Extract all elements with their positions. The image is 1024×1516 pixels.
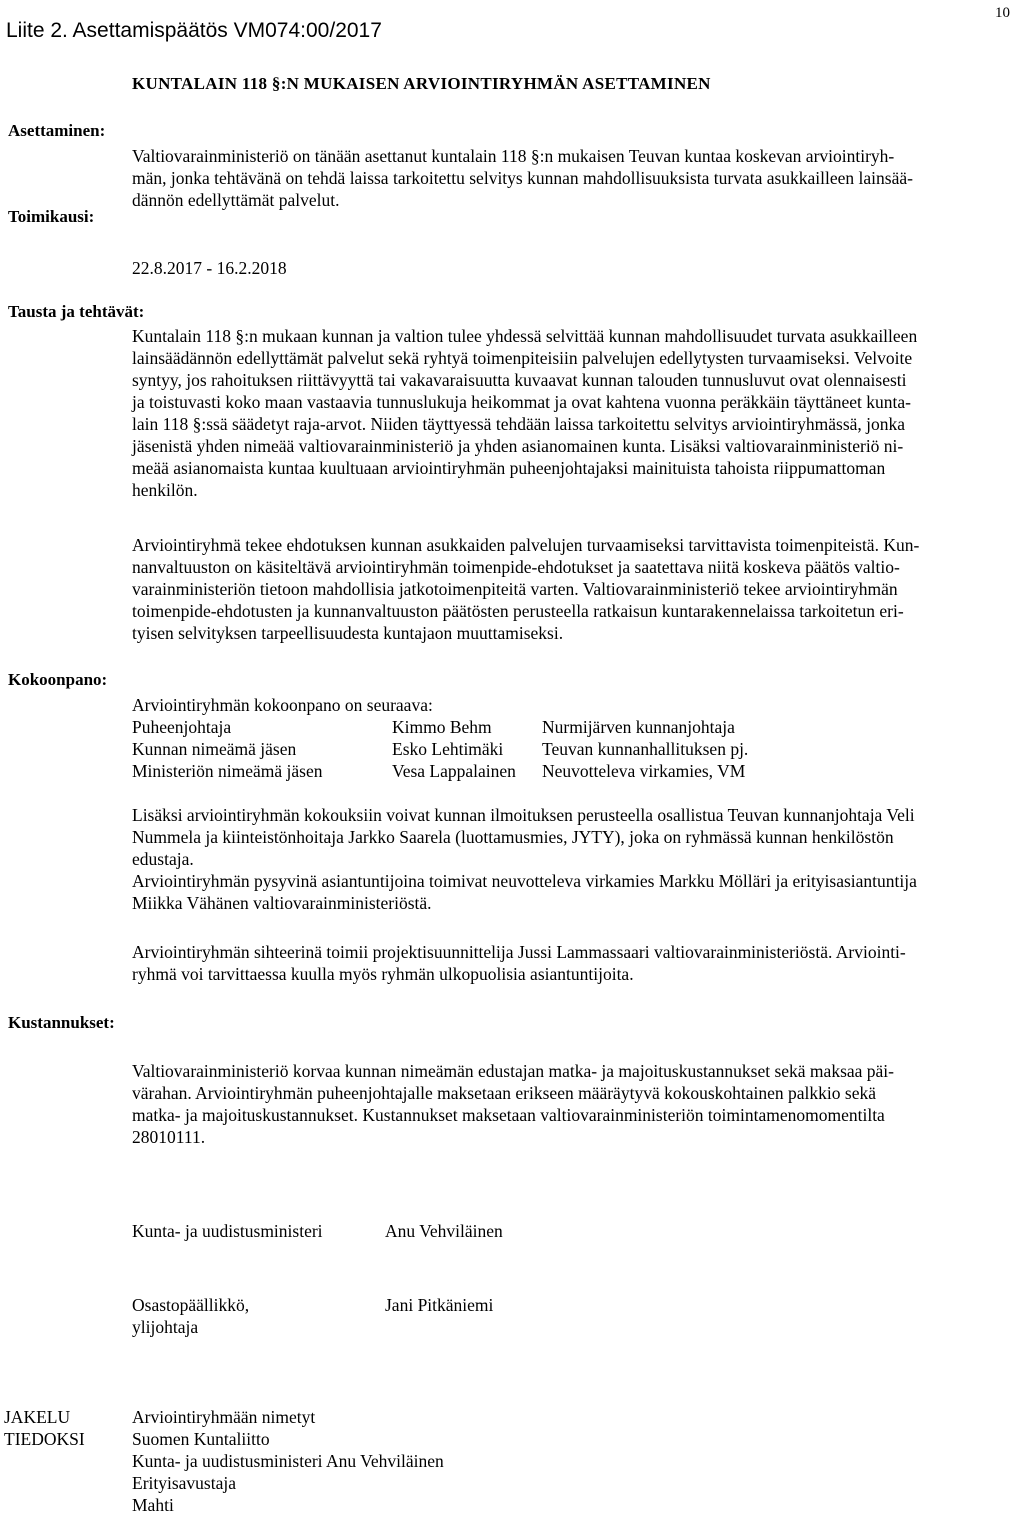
text-line: ryhmä voi tarvittaessa kuulla myös ryhmän ulkopuolisia asiantuntijoita.: [132, 964, 634, 984]
text-line: Nummela ja kiinteistönhoitaja Jarkko Saarela (luottamusmies, JYTY), joka on ryhmässä kunnan henkilöstön: [132, 827, 894, 847]
member-row: [132, 738, 1018, 760]
signatory-name: Anu Vehviläinen: [385, 1221, 503, 1241]
label-kustannukset: Kustannukset:: [8, 1013, 115, 1032]
text-line: värahan. Arviointiryhmän puheenjohtajalle maksetaan erikseen määräytyvä kokouskohtainen palkkio sekä: [132, 1083, 876, 1103]
member-role: Kunnan nimeämä jäsen: [132, 739, 297, 759]
distribution-labels: [4, 1406, 85, 1450]
label-tausta: Tausta ja tehtävät:: [8, 302, 145, 321]
text-line: jäsenistä yhden nimeää valtiovarainministeriö ja yhden asianomainen kunta. Lisäksi valtiovarainministeriö ni-: [132, 436, 904, 456]
member-name: Kimmo Behm: [392, 717, 492, 737]
signature-block-2: [132, 1294, 1018, 1338]
document-title: KUNTALAIN 118 §:N MUKAISEN ARVIOINTIRYHMÄN ASETTAMINEN: [132, 74, 711, 93]
text-line: matka- ja majoituskustannukset. Kustannukset maksetaan valtiovarainministeriön toimintamenomomentilta: [132, 1105, 885, 1125]
text-line: Arviointiryhmän pysyvinä asiantuntijoina toimivat neuvotteleva virkamies Markku Mölläri ja erityisasiantuntija: [132, 871, 917, 891]
kustannukset-text: [132, 1060, 1018, 1148]
text-line: toimenpide-ehdotusten ja kunnanvaltuuston päätösten perusteella ratkaisun kuntarakennelaissa tarkoitetun eri-: [132, 601, 904, 621]
signatory-title: ylijohtaja: [132, 1317, 199, 1337]
signatory-title: Kunta- ja uudistusministeri: [132, 1221, 323, 1241]
text-line: Lisäksi arviointiryhmän kokouksiin voivat kunnan ilmoituksen perusteella osallistua Teuvan kunnanjohtaja Veli: [132, 805, 915, 825]
page-number: 10: [995, 5, 1010, 21]
tausta-paragraph-2: [132, 534, 1018, 644]
text-line: Arviointiryhmä tekee ehdotuksen kunnan asukkaiden palvelujen turvaamiseksi tarvittavista toimenpiteistä. Kun-: [132, 535, 920, 555]
text-line: dännön edellyttämät palvelut.: [132, 190, 340, 210]
kokoonpano-intro: Arviointiryhmän kokoonpano on seuraava:: [132, 695, 433, 715]
label-asettaminen: Asettaminen:: [8, 121, 106, 140]
list-item: Mahti: [132, 1495, 174, 1515]
kokoonpano-paragraph-1: [132, 804, 1018, 914]
text-line: ja toistuvasti koko maan vastaavia tunnuslukuja heikommat ja ovat kahtena vuonna peräkkäin täyttäneet kunta-: [132, 392, 912, 412]
list-item: Erityisavustaja: [132, 1473, 237, 1493]
tiedoksi-label: TIEDOKSI: [4, 1429, 85, 1449]
text-line: Kuntalain 118 §:n mukaan kunnan ja valtion tulee yhdessä selvittää kunnan mahdollisuudet turvata asukkailleen: [132, 326, 918, 346]
member-position: Nurmijärven kunnanjohtaja: [542, 717, 735, 737]
document-header: Liite 2. Asettamispäätös VM074:00/2017: [6, 19, 382, 42]
toimikausi-value: 22.8.2017 - 16.2.2018: [132, 258, 287, 278]
member-role: Puheenjohtaja: [132, 717, 232, 737]
text-line: lainsäädännön edellyttämät palvelut sekä ryhtyä toimenpiteisiin palvelujen edellytysten turvaamiseksi. Velvoite: [132, 348, 913, 368]
text-line: varainministeriön tietoon mahdollisia jatkotoimenpiteitä varten. Valtiovarainministeriö tekee arviointiryhmän: [132, 579, 898, 599]
jakelu-label: JAKELU: [4, 1407, 71, 1427]
list-item: Arviointiryhmään nimetyt: [132, 1407, 316, 1427]
list-item: Kunta- ja uudistusministeri Anu Vehviläinen: [132, 1451, 444, 1471]
distribution-list: [132, 1406, 444, 1516]
text-line: Miikka Vähänen valtiovarainministeriöstä.: [132, 893, 432, 913]
text-line: män, jonka tehtävänä on tehdä laissa tarkoitettu selvitys kunnan mahdollisuuksista turvata asukkailleen lainsää-: [132, 168, 913, 188]
text-line: Arviointiryhmän sihteerinä toimii projektisuunnittelija Jussi Lammassaari valtiovarainministeriöstä. Arviointi-: [132, 942, 906, 962]
member-name: Esko Lehtimäki: [392, 739, 504, 759]
member-row: [132, 760, 1018, 782]
signatory-title: Osastopäällikkö,: [132, 1295, 250, 1315]
kokoonpano-paragraph-2: [132, 941, 1018, 985]
signature-block-1: [132, 1220, 1018, 1242]
list-item: Suomen Kuntaliitto: [132, 1429, 270, 1449]
member-role: Ministeriön nimeämä jäsen: [132, 761, 323, 781]
text-line: nanvaltuuston on käsiteltävä arviointiryhmän toimenpide-ehdotukset ja saatettava niitä koskeva päätös valtio-: [132, 557, 900, 577]
label-kokoonpano: Kokoonpano:: [8, 670, 108, 689]
member-name: Vesa Lappalainen: [392, 761, 516, 781]
text-line: 28010111.: [132, 1127, 206, 1147]
text-line: meää asianomaista kuntaa kuultuaan arviointiryhmän puheenjohtajaksi mainituista tahoista riippumattoman: [132, 458, 886, 478]
tausta-paragraph-1: [132, 325, 1018, 501]
member-row: [132, 716, 1018, 738]
text-line: Valtiovarainministeriö on tänään asettanut kuntalain 118 §:n mukaisen Teuvan kuntaa koskevan arviointiryh-: [132, 146, 895, 166]
text-line: tyisen selvityksen tarpeellisuudesta kuntajaon muuttamiseksi.: [132, 623, 564, 643]
members-table: [132, 716, 1018, 782]
asettaminen-text: [132, 145, 1018, 211]
text-line: henkilön.: [132, 480, 198, 500]
member-position: Neuvotteleva virkamies, VM: [542, 761, 746, 781]
text-line: syntyy, jos rahoituksen riittävyyttä tai vakavaraisuutta kuvaavat kunnan talouden tunnusluvut ovat olennaisesti: [132, 370, 907, 390]
text-line: edustaja.: [132, 849, 194, 869]
text-line: Valtiovarainministeriö korvaa kunnan nimeämän edustajan matka- ja majoituskustannukset sekä maksaa päi-: [132, 1061, 894, 1081]
member-position: Teuvan kunnanhallituksen pj.: [542, 739, 749, 759]
text-line: lain 118 §:ssä säädetyt raja-arvot. Niiden täyttyessä tehdään laissa tarkoitettu selvitys arviointiryhmässä, jonka: [132, 414, 906, 434]
signatory-name: Jani Pitkäniemi: [385, 1295, 494, 1315]
label-toimikausi: Toimikausi:: [8, 207, 95, 226]
